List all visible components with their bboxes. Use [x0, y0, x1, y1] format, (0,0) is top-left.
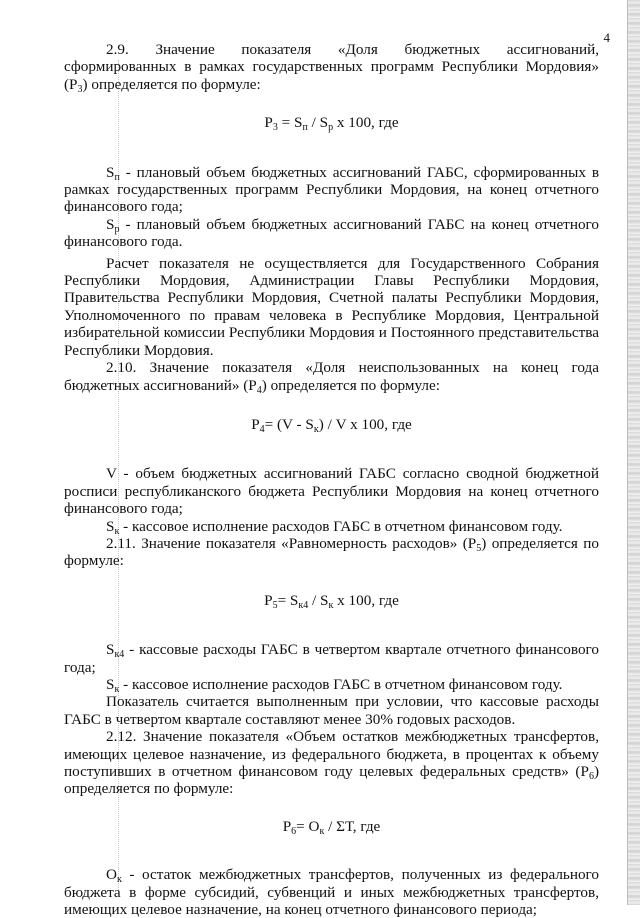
- paragraph-2-9: 2.9. Значение показателя «Доля бюджетных ассигнований, сформированных в рамках государственных программ Республики Мордовия» $(Р_3)$ определяется по формуле:: [64, 41, 599, 95]
- page-number: 4: [603, 30, 610, 45]
- calculation-note: Расчет показателя не осуществляется для Государственного Собрания Республики Мордовия, Администрации Главы Республики Мордовия, Правительства Республики Мордовия, Счетной палаты Республики Мордовия, Уполномоченного по правам человека в Республике Мордовия, Центральной избирательной комиссии Республики Мордовия и Постоянного представительства Республики Мордовия.: [64, 254, 599, 359]
- condition-paragraph: Показатель считается выполненным при условии, что кассовые расходы ГАБС в четвертом квартале составляют менее 30% годовых расходов.: [64, 693, 599, 728]
- formula-p6: $Р_6= O_к / \Sigma Т$, где: [282, 817, 381, 837]
- definition-v: V - объем бюджетных ассигнований ГАБС согласно сводной бюджетной росписи республиканского бюджета Республики Мордовия на конец отчетного финансового года;: [64, 465, 599, 518]
- definition-sk: $S_к$ - кассовое исполнение расходов ГАБС в отчетном финансовом году.: [106, 517, 563, 537]
- paragraph-2-12: 2.12. Значение показателя «Объем остатков межбюджетных трансфертов, имеющих целевое назначение, из федерального бюджета, в процентах к объему поступивших в отчетном финансовом году целевых федеральных средств» $(Р_6)$ определяется по формуле:: [64, 728, 599, 798]
- paragraph-2-11: 2.11. Значение показателя «Равномерность расходов» $(Р_5)$ определяется по формуле:: [64, 534, 599, 570]
- formula-p5: $Р_5= S_{к4} / S_к$ х 100, где: [264, 591, 399, 611]
- formula-p3: $Р_3 = S_п / S_р$ х 100, где: [264, 114, 399, 134]
- definition-sr: $S_р$ - плановый объем бюджетных ассигнований ГАБС на конец отчетного финансового года.: [64, 215, 599, 251]
- scan-page-edge: [627, 0, 640, 905]
- paragraph-2-10: 2.10. Значение показателя «Доля неиспользованных на конец года бюджетных ассигнований» $(Р_4)$ определяется по формуле:: [64, 359, 599, 396]
- definition-sp: $S_п$ - плановый объем бюджетных ассигнований ГАБС, сформированных в рамках государственных программ Республики Мордовия, на конец отчетного финансового года;: [64, 163, 599, 216]
- document-body: [64, 41, 599, 918]
- definition-sk4: $S_{к4}$ - кассовые расходы ГАБС в четвертом квартале отчетного финансового года;: [64, 641, 599, 676]
- definition-ok: $О_к$ - остаток межбюджетных трансфертов, полученных из федерального бюджета в форме субсидий, субвенций и иных межбюджетных трансфертов, имеющих целевое назначение, на конец отчетного финансового периода;: [64, 866, 599, 918]
- formula-p4: $Р_4= (V - S_к) / V$ х 100, где: [251, 415, 412, 435]
- definition-sk-2: $S_к$ - кассовое исполнение расходов ГАБС в отчетном финансовом году.: [106, 675, 563, 695]
